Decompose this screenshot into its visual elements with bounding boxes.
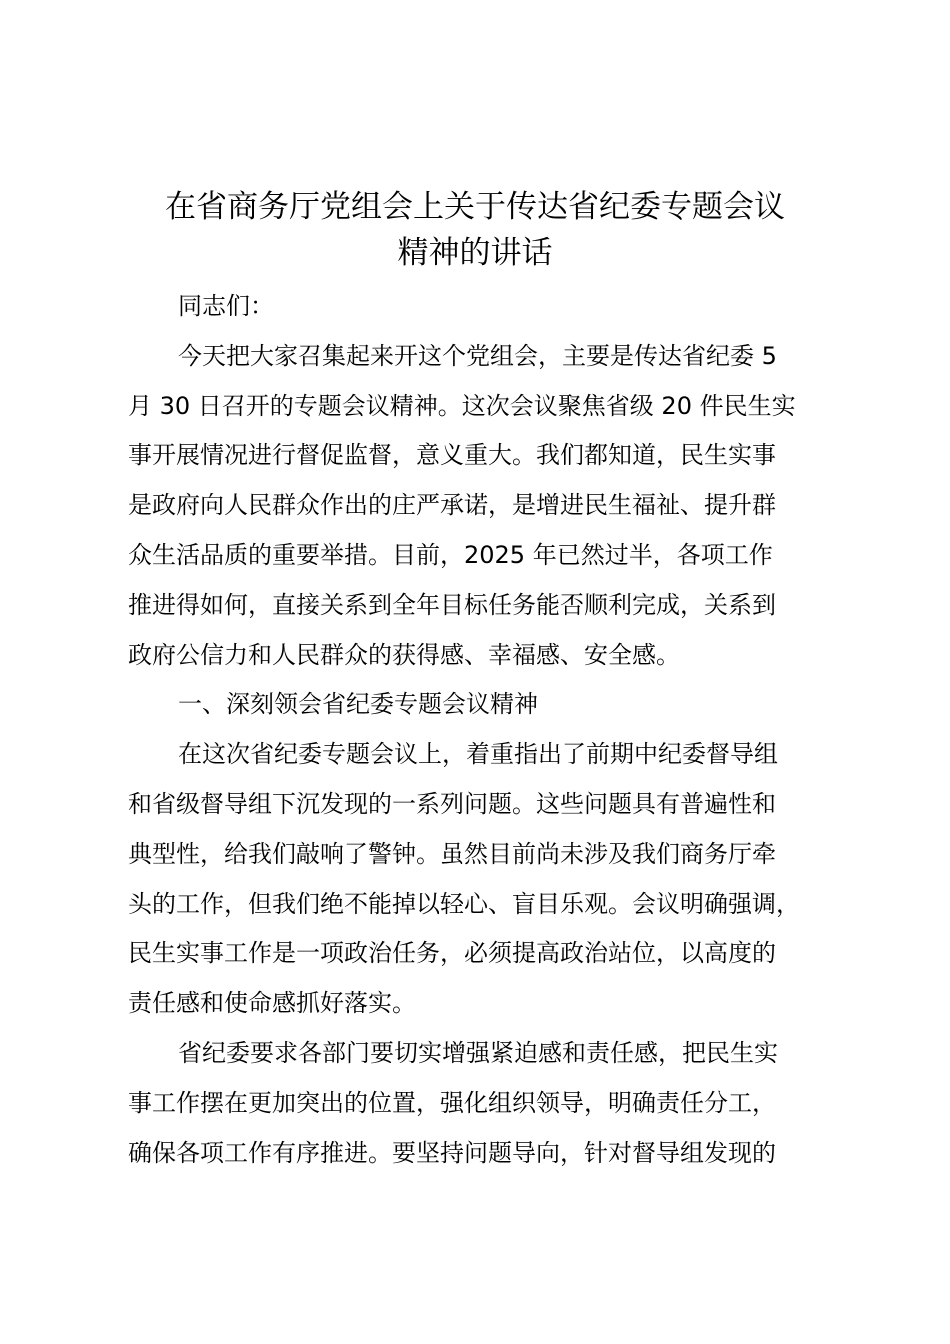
paragraph-line: 今天把大家召集起来开这个党组会，主要是传达省纪委 5 (178, 341, 777, 370)
paragraph-line: 是政府向人民群众作出的庄严承诺，是增进民生福祉、提升群 (128, 491, 776, 520)
paragraph-line: 月 30 日召开的专题会议精神。这次会议聚焦省级 20 件民生实 (128, 391, 796, 420)
paragraph-line: 事工作摆在更加突出的位置，强化组织领导，明确责任分工， (128, 1088, 776, 1117)
title-line-2: 精神的讲话 (397, 235, 553, 271)
document-title (110, 184, 840, 276)
paragraph-line: 在这次省纪委专题会议上，着重指出了前期中纪委督导组 (178, 740, 778, 769)
paragraph-line: 确保各项工作有序推进。要坚持问题导向，针对督导组发现的 (128, 1138, 776, 1167)
paragraph-line: 头的工作，但我们绝不能掉以轻心、盲目乐观。会议明确强调， (128, 889, 800, 918)
paragraph-line: 责任感和使命感抓好落实。 (128, 989, 416, 1018)
paragraph-line: 和省级督导组下沉发现的一系列问题。这些问题具有普遍性和 (128, 789, 776, 818)
paragraph-line: 典型性，给我们敲响了警钟。虽然目前尚未涉及我们商务厅牵 (128, 839, 776, 868)
salutation: 同志们： (178, 292, 274, 320)
paragraph-line: 事开展情况进行督促监督，意义重大。我们都知道，民生实事 (128, 441, 776, 470)
paragraph-line: 推进得如何，直接关系到全年目标任务能否顺利完成，关系到 (128, 590, 776, 619)
paragraph-line: 民生实事工作是一项政治任务，必须提高政治站位，以高度的 (128, 939, 776, 968)
paragraph-line: 省纪委要求各部门要切实增强紧迫感和责任感，把民生实 (178, 1038, 778, 1067)
document-body (128, 282, 834, 1178)
paragraph-line: 政府公信力和人民群众的获得感、幸福感、安全感。 (128, 640, 680, 669)
section-heading: 一、深刻领会省纪委专题会议精神 (178, 690, 538, 719)
paragraph-line: 众生活品质的重要举措。目前，2025 年已然过半，各项工作 (128, 540, 773, 569)
title-line-1: 在省商务厅党组会上关于传达省纪委专题会议 (165, 189, 785, 225)
